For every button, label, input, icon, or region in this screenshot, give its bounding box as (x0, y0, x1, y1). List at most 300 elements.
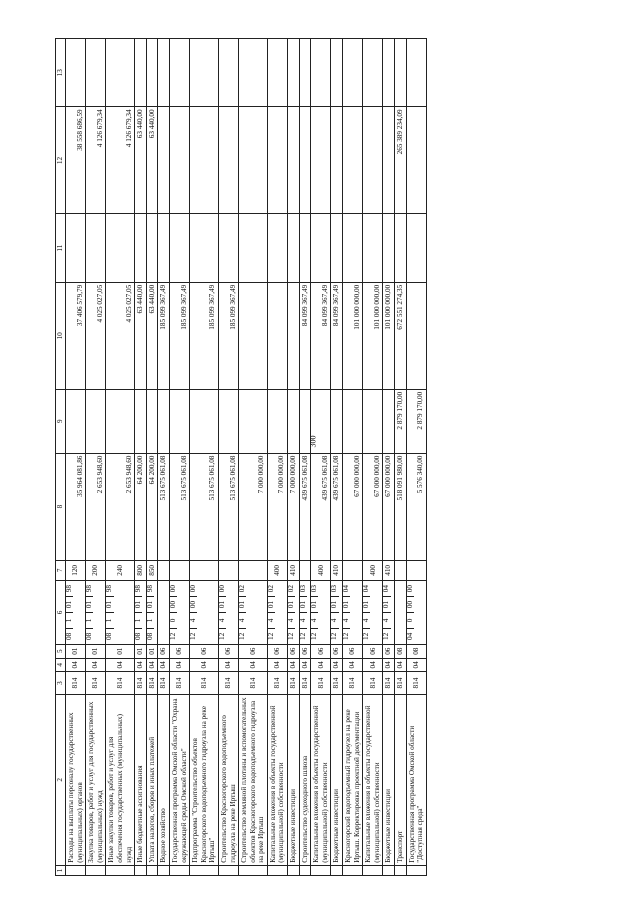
code-target-article (86, 581, 106, 645)
code-section: 04 (343, 658, 363, 672)
amount-c13 (158, 39, 170, 107)
amount-c8: 513 675 061,08 (218, 453, 238, 560)
code-subsection: 06 (299, 644, 311, 658)
amount-c9: 2 879 170,00 (406, 389, 426, 453)
amount-c10: 185 099 367,49 (190, 282, 219, 389)
code-department: 814 (218, 672, 238, 695)
amount-c13 (267, 39, 287, 107)
table-row (66, 39, 86, 876)
code-subsection: 08 (406, 644, 426, 658)
code-subsection: 06 (288, 644, 300, 658)
amount-c13 (169, 39, 189, 107)
code-part: 12 (342, 632, 351, 640)
code-part: 4 (219, 613, 226, 629)
amount-c13 (343, 39, 363, 107)
code-expense-type: 120 (66, 560, 86, 580)
code-target-article (106, 581, 135, 645)
row-index (343, 865, 363, 875)
amount-c9 (299, 389, 311, 453)
code-section: 04 (239, 658, 268, 672)
code-department: 814 (158, 672, 170, 695)
code-subsection: 06 (190, 644, 219, 658)
row-index (267, 865, 287, 875)
code-expense-type: 410 (331, 560, 343, 580)
code-part: 12 (330, 632, 339, 640)
amount-c11 (288, 214, 300, 282)
amount-c9 (308, 389, 331, 453)
row-name: Бюджетные инвестиции (331, 694, 343, 865)
amount-c8: 64 200,00 (146, 453, 158, 560)
amount-c8: 439 675 061,08 (311, 453, 331, 560)
code-section: 04 (135, 658, 147, 672)
amount-c9: 2 879 170,00 (395, 389, 407, 453)
code-part: 01 (331, 597, 338, 613)
code-department: 814 (146, 672, 158, 695)
amount-c11 (406, 214, 426, 282)
amount-c8: 67 000 000,00 (343, 453, 363, 560)
amount-c10: 4 025 027,05 (86, 282, 106, 389)
row-index (406, 865, 426, 875)
row-name: Государственная программа Омской области "Охрана окружающей среды Омской области" (169, 694, 189, 865)
amount-c10: 101 000 000,00 (363, 282, 383, 389)
amount-c12 (383, 107, 395, 214)
row-name: Закупка товаров, работ и услуг для государственных (муниципальных) нужд (86, 694, 106, 865)
amount-c12: 63 440,00 (146, 107, 158, 214)
amount-c8: 513 675 061,08 (190, 453, 219, 560)
code-part: 04 (383, 581, 390, 597)
code-part: 02 (239, 581, 246, 597)
table-row (190, 39, 219, 876)
code-part: 98 (147, 581, 154, 597)
amount-c11 (135, 214, 147, 282)
row-index (218, 865, 238, 875)
code-part: 08 (145, 632, 154, 640)
code-expense-type (169, 560, 189, 580)
row-name: Транспорт (395, 694, 407, 865)
code-part: 12 (168, 632, 177, 640)
code-part: 01 (311, 597, 318, 613)
row-name: Расходы на выплаты персоналу государственных (муниципальных) органов (66, 694, 86, 865)
table-row (406, 39, 426, 876)
row-name: Строительство земляной плотины и вспомогательных объектов Красногорского водоподъемного гидроузла на реке Иртыш (239, 694, 268, 865)
amount-c13 (288, 39, 300, 107)
amount-c10: 63 440,00 (135, 282, 147, 389)
code-subsection: 01 (66, 644, 86, 658)
amount-c10: 84 099 367,49 (311, 282, 331, 389)
code-department: 814 (343, 672, 363, 695)
code-subsection: 06 (311, 644, 331, 658)
code-part: 01 (66, 597, 73, 613)
amount-c13 (383, 39, 395, 107)
code-subsection: 06 (267, 644, 287, 658)
amount-c11 (267, 214, 287, 282)
row-name: Государственная программа Омской области "Доступная среда" (406, 694, 426, 865)
code-expense-type: 400 (311, 560, 331, 580)
code-part: 12 (189, 632, 198, 640)
table-row (158, 39, 170, 876)
table-row (218, 39, 238, 876)
amount-c13 (190, 39, 219, 107)
amount-c10: 101 000 000,00 (383, 282, 395, 389)
code-part: 0 (407, 613, 414, 629)
code-expense-type (343, 560, 363, 580)
code-part: 4 (383, 613, 390, 629)
row-name: Бюджетные инвестиции (383, 694, 395, 865)
code-section: 04 (158, 658, 170, 672)
code-section: 04 (218, 658, 238, 672)
column-header-1: 1 (56, 865, 66, 875)
table-row (363, 39, 383, 876)
code-expense-type: 850 (146, 560, 158, 580)
row-name: Капитальные вложения в объекты государственной (муниципальной) собственности (267, 694, 287, 865)
code-expense-type: 800 (135, 560, 147, 580)
column-header-2: 2 (56, 694, 66, 865)
code-department: 814 (190, 672, 219, 695)
row-index (383, 865, 395, 875)
row-name: Водное хозяйство (158, 694, 170, 865)
column-header-4: 4 (56, 658, 66, 672)
amount-c13 (363, 39, 383, 107)
code-part: 12 (382, 632, 391, 640)
amount-c10: 672 551 274,35 (395, 282, 407, 389)
amount-c12 (343, 107, 363, 214)
amount-c10: 101 000 000,00 (343, 282, 363, 389)
amount-c12 (267, 107, 287, 214)
amount-c13 (218, 39, 238, 107)
row-index (169, 865, 189, 875)
amount-c9 (158, 389, 170, 453)
amount-c12 (239, 107, 268, 214)
table-row (86, 39, 106, 876)
code-target-article (331, 581, 343, 645)
amount-c11 (395, 214, 407, 282)
code-department: 814 (106, 672, 135, 695)
table-row (343, 39, 363, 876)
code-part: 00 (190, 597, 197, 613)
amount-c13 (331, 39, 343, 107)
amount-c11 (218, 214, 238, 282)
amount-c9 (267, 389, 287, 453)
amount-c9 (363, 389, 383, 453)
code-part: 02 (288, 581, 295, 597)
amount-c9 (135, 389, 147, 453)
code-subsection: 06 (239, 644, 268, 658)
amount-c9 (190, 389, 219, 453)
code-part: 01 (135, 597, 142, 613)
code-target-article (395, 581, 407, 645)
code-part: 12 (238, 632, 247, 640)
code-part: 98 (106, 581, 113, 597)
code-part: 08 (65, 632, 73, 640)
amount-c8: 513 675 061,08 (169, 453, 189, 560)
code-part: 01 (219, 597, 226, 613)
row-index (86, 865, 106, 875)
amount-c13 (299, 39, 311, 107)
code-subsection: 01 (106, 644, 135, 658)
code-part: 98 (66, 581, 73, 597)
code-part: 12 (362, 632, 371, 640)
amount-c8: 7 000 000,00 (288, 453, 300, 560)
code-part: 01 (239, 597, 246, 613)
code-department: 814 (331, 672, 343, 695)
code-expense-type (239, 560, 268, 580)
column-header-12: 12 (56, 107, 66, 214)
amount-c10: 63 440,00 (146, 282, 158, 389)
code-department: 814 (66, 672, 86, 695)
amount-c10: 185 099 367,49 (158, 282, 170, 389)
code-part: 12 (310, 632, 319, 640)
code-expense-type: 410 (288, 560, 300, 580)
code-part: 4 (288, 613, 295, 629)
column-header-10: 10 (56, 282, 66, 389)
code-expense-type: 200 (86, 560, 106, 580)
amount-c9 (169, 389, 189, 453)
code-section: 04 (190, 658, 219, 672)
amount-c9 (146, 389, 158, 453)
code-part: 00 (190, 581, 197, 597)
code-part: 4 (190, 613, 197, 629)
code-target-article (158, 581, 170, 645)
code-subsection: 08 (395, 644, 407, 658)
amount-c10 (239, 282, 268, 389)
code-target-article (383, 581, 395, 645)
table-row (169, 39, 189, 876)
amount-c12 (218, 107, 238, 214)
amount-c12 (331, 107, 343, 214)
row-index (311, 865, 331, 875)
column-header-8: 8 (56, 453, 66, 560)
row-index (190, 865, 219, 875)
code-target-article (190, 581, 219, 645)
table-row (311, 39, 331, 876)
code-expense-type: 240 (106, 560, 135, 580)
code-part: 12 (287, 632, 296, 640)
code-department: 814 (406, 672, 426, 695)
budget-table (55, 38, 427, 876)
code-target-article (311, 581, 331, 645)
page-number: 300 (308, 435, 318, 448)
code-target-article (239, 581, 268, 645)
code-part: 00 (407, 581, 414, 597)
code-section: 04 (299, 658, 311, 672)
column-header-9: 9 (56, 389, 66, 453)
code-part: 98 (86, 581, 93, 597)
amount-c11 (383, 214, 395, 282)
amount-c12 (363, 107, 383, 214)
code-part: 01 (86, 597, 93, 613)
amount-c8: 513 675 061,08 (158, 453, 170, 560)
code-part: 01 (363, 597, 370, 613)
amount-c13 (311, 39, 331, 107)
code-subsection: 01 (86, 644, 106, 658)
code-part: 1 (147, 613, 154, 629)
row-name: Капитальные вложения в объекты государственной (муниципальной) собственности (311, 694, 331, 865)
code-part: 04 (405, 632, 414, 640)
code-part: 01 (268, 597, 275, 613)
code-part: 01 (106, 597, 113, 613)
code-part: 03 (300, 581, 307, 597)
code-part: 00 (170, 597, 177, 613)
row-name: Строительство Красногорского водоподъемного гидроузла на реке Иртыш (218, 694, 238, 865)
amount-c9 (66, 389, 86, 453)
amount-c13 (66, 39, 86, 107)
amount-c8: 2 653 948,60 (106, 453, 135, 560)
code-subsection: 06 (383, 644, 395, 658)
code-part: 12 (217, 632, 226, 640)
code-department: 814 (299, 672, 311, 695)
code-part: 4 (311, 613, 318, 629)
amount-c8: 439 675 061,08 (331, 453, 343, 560)
code-part: 12 (266, 632, 275, 640)
column-header-13: 13 (56, 39, 66, 107)
amount-c13 (135, 39, 147, 107)
row-name: Строительство судоходного шлюза (299, 694, 311, 865)
code-subsection: 06 (169, 644, 189, 658)
code-section: 04 (288, 658, 300, 672)
table-row (135, 39, 147, 876)
code-department: 814 (267, 672, 287, 695)
code-section: 04 (86, 658, 106, 672)
amount-c11 (106, 214, 135, 282)
amount-c12 (288, 107, 300, 214)
amount-c13 (406, 39, 426, 107)
code-expense-type: 400 (363, 560, 383, 580)
row-index (135, 865, 147, 875)
amount-c8: 7 000 000,00 (267, 453, 287, 560)
table-row (288, 39, 300, 876)
amount-c10 (406, 282, 426, 389)
code-department: 814 (239, 672, 268, 695)
code-subsection: 06 (158, 644, 170, 658)
rotated-table-container (55, 38, 587, 876)
code-target-article (363, 581, 383, 645)
code-department: 814 (169, 672, 189, 695)
code-part: 00 (407, 597, 414, 613)
row-index (146, 865, 158, 875)
code-part: 4 (268, 613, 275, 629)
column-header-3: 3 (56, 672, 66, 695)
amount-c11 (66, 214, 86, 282)
row-index (395, 865, 407, 875)
amount-c10 (267, 282, 287, 389)
amount-c10: 185 099 367,49 (169, 282, 189, 389)
code-expense-type: 410 (383, 560, 395, 580)
code-expense-type (218, 560, 238, 580)
code-part: 08 (134, 632, 143, 640)
code-part: 01 (343, 597, 350, 613)
code-part: 08 (85, 632, 94, 640)
code-target-article (146, 581, 158, 645)
code-department: 814 (395, 672, 407, 695)
amount-c12: 38 558 686,59 (66, 107, 86, 214)
amount-c13 (395, 39, 407, 107)
amount-c11 (363, 214, 383, 282)
code-section: 04 (66, 658, 86, 672)
amount-c13 (239, 39, 268, 107)
code-target-article (288, 581, 300, 645)
row-index (299, 865, 311, 875)
amount-c11 (311, 214, 331, 282)
amount-c9 (288, 389, 300, 453)
amount-c13 (86, 39, 106, 107)
row-name: Капитальные вложения в объекты государственной (муниципальной) собственности (363, 694, 383, 865)
table-row (239, 39, 268, 876)
code-target-article (406, 581, 426, 645)
row-index (363, 865, 383, 875)
code-section: 04 (406, 658, 426, 672)
amount-c9 (239, 389, 268, 453)
row-index (331, 865, 343, 875)
code-part: 01 (383, 597, 390, 613)
row-name: Бюджетные инвестиции (288, 694, 300, 865)
code-target-article (299, 581, 311, 645)
amount-c12: 63 440,00 (135, 107, 147, 214)
code-part: 4 (363, 613, 370, 629)
amount-c8: 7 000 000,00 (239, 453, 268, 560)
row-index (106, 865, 135, 875)
code-part: 1 (86, 613, 93, 629)
table-row (267, 39, 287, 876)
code-part: 4 (239, 613, 246, 629)
table-row (383, 39, 395, 876)
code-section: 04 (169, 658, 189, 672)
column-header-6: 6 (56, 581, 66, 645)
code-part: 1 (135, 613, 142, 629)
amount-c8: 518 091 980,00 (395, 453, 407, 560)
code-part: 04 (363, 581, 370, 597)
amount-c11 (190, 214, 219, 282)
amount-c11 (299, 214, 311, 282)
amount-c8: 2 653 948,60 (86, 453, 106, 560)
amount-c9 (218, 389, 238, 453)
code-department: 814 (86, 672, 106, 695)
amount-c11 (331, 214, 343, 282)
table-row (106, 39, 135, 876)
row-index (66, 865, 86, 875)
code-section: 04 (146, 658, 158, 672)
row-index (239, 865, 268, 875)
table-row (299, 39, 311, 876)
code-expense-type (406, 560, 426, 580)
amount-c10 (288, 282, 300, 389)
row-name: Красногорский водоподъемный гидроузел на реке Иртыш. Корректировка проектной документации (343, 694, 363, 865)
amount-c12: 4 126 679,34 (86, 107, 106, 214)
amount-c13 (146, 39, 158, 107)
amount-c8: 5 576 340,00 (406, 453, 426, 560)
amount-c9 (331, 389, 343, 453)
amount-c9 (106, 389, 135, 453)
code-section: 04 (267, 658, 287, 672)
code-subsection: 06 (218, 644, 238, 658)
code-expense-type (190, 560, 219, 580)
code-target-article (135, 581, 147, 645)
amount-c9 (383, 389, 395, 453)
code-part: 12 (298, 632, 307, 640)
amount-c11 (146, 214, 158, 282)
amount-c10: 4 025 027,05 (106, 282, 135, 389)
code-part: 0 (170, 613, 177, 629)
amount-c12: 4 126 679,34 (106, 107, 135, 214)
amount-c12 (299, 107, 311, 214)
code-target-article (66, 581, 86, 645)
code-section: 04 (395, 658, 407, 672)
code-department: 814 (135, 672, 147, 695)
row-name: Уплата налогов, сборов и иных платежей (146, 694, 158, 865)
table-row (331, 39, 343, 876)
code-department: 814 (383, 672, 395, 695)
amount-c8: 35 964 081,86 (66, 453, 86, 560)
code-part: 02 (268, 581, 275, 597)
